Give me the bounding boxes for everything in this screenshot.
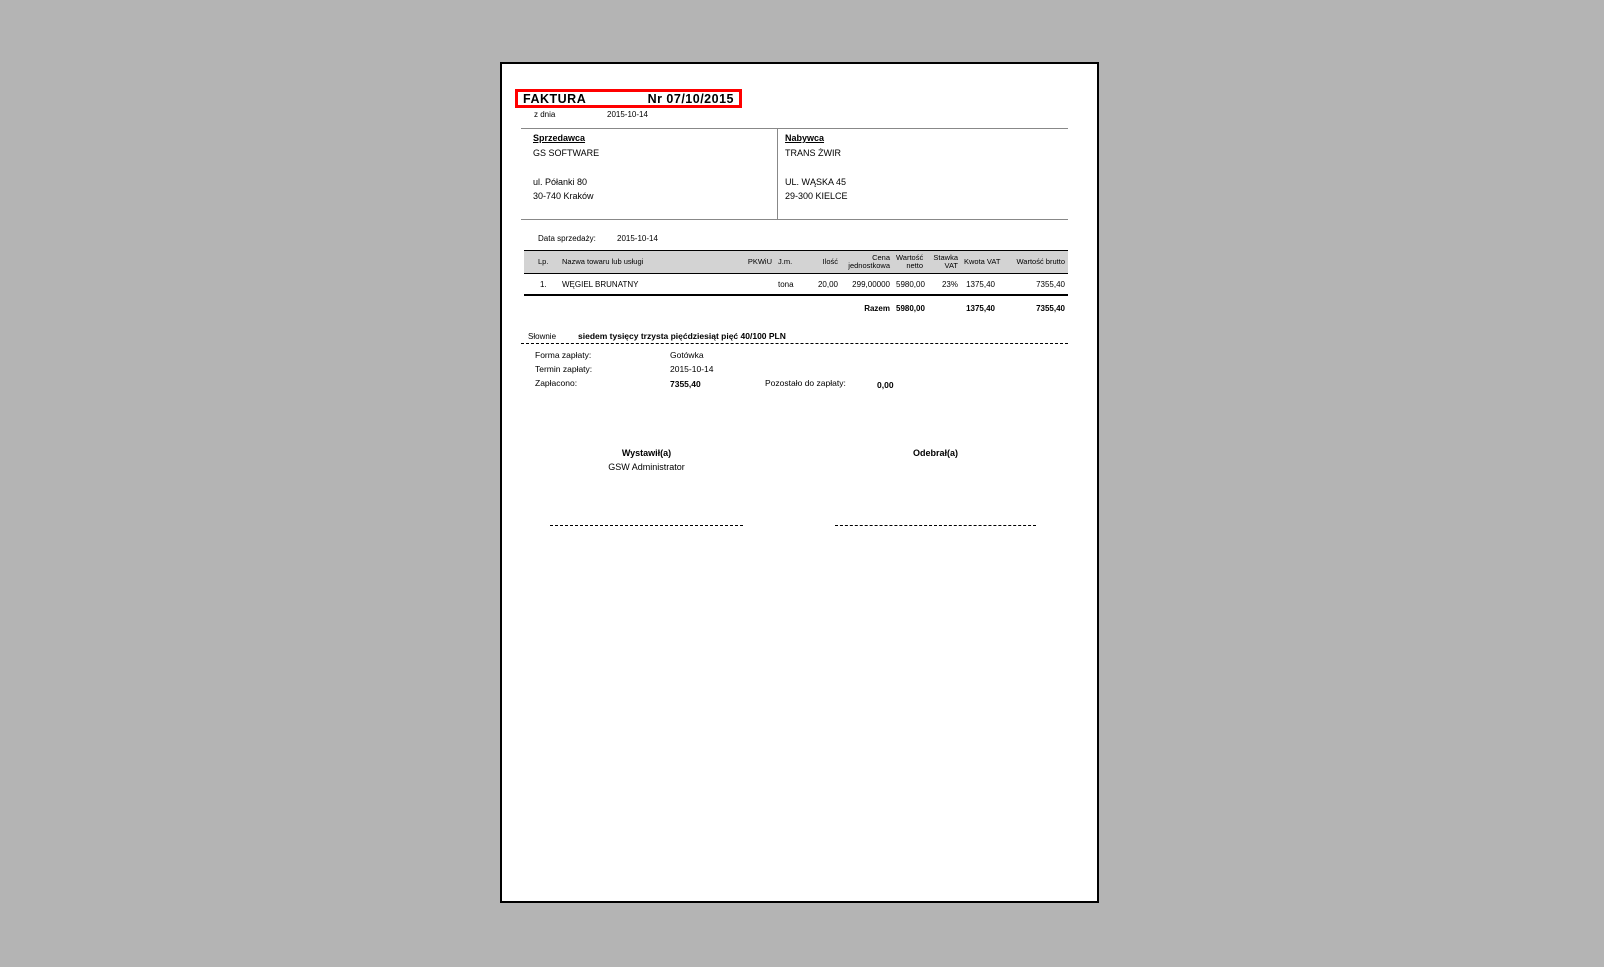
col-header-net: Wartość netto	[893, 251, 926, 274]
issued-by-label: Wystawił(a)	[621, 448, 672, 458]
col-header-name: Nazwa towaru lub usługi	[554, 251, 740, 274]
total-label: Razem	[864, 304, 890, 313]
col-header-pkwiu: PKWiU	[740, 251, 775, 274]
item-unit-price: 299,00000	[841, 274, 893, 296]
item-vat-amount: 1375,40	[961, 274, 998, 296]
payment-remaining-label: Pozostało do zapłaty:	[765, 378, 846, 388]
seller-address-line1: ul. Półanki 80	[533, 177, 588, 187]
total-gross: 7355,40	[1036, 304, 1065, 313]
payment-remaining-value: 0,00	[877, 380, 894, 390]
col-header-vat-rate: Stawka VAT	[926, 251, 961, 274]
totals-row	[524, 295, 1068, 318]
header-divider-top	[521, 128, 1068, 129]
sale-date-value: 2015-10-14	[617, 234, 658, 243]
sale-date-label: Data sprzedaży:	[538, 234, 596, 243]
buyer-header: Nabywca	[785, 133, 825, 143]
amount-in-words-divider	[521, 343, 1068, 344]
item-net: 5980,00	[893, 274, 926, 296]
issue-date-label: z dnia	[534, 110, 556, 119]
issued-by-name: GSW Administrator	[608, 462, 685, 472]
amount-in-words-value: siedem tysięcy trzysta pięćdziesiąt pięć 40/100 PLN	[578, 331, 786, 341]
invoice-page	[500, 62, 1099, 903]
table-row	[524, 274, 1068, 296]
col-header-unit-price: Cena jednostkowa	[841, 251, 893, 274]
col-header-lp: Lp.	[524, 251, 554, 274]
item-lp: 1.	[524, 274, 554, 296]
col-header-gross: Wartość brutto	[998, 251, 1068, 274]
col-header-qty: Ilość	[803, 251, 841, 274]
payment-paid-label: Zapłacono:	[535, 378, 578, 388]
payment-method-label: Forma zapłaty:	[535, 350, 592, 360]
items-table-header-row	[524, 251, 1068, 274]
col-header-jm: J.m.	[775, 251, 803, 274]
invoice-number: Nr 07/10/2015	[647, 91, 734, 106]
item-vat-rate: 23%	[926, 274, 961, 296]
item-jm: tona	[775, 274, 803, 296]
doc-type-label: FAKTURA	[523, 91, 587, 106]
item-pkwiu	[740, 274, 775, 296]
payment-due-value: 2015-10-14	[670, 364, 714, 374]
item-name: WĘGIEL BRUNATNY	[554, 274, 740, 296]
payment-paid-value: 7355,40	[670, 379, 701, 389]
invoice-title-highlight-box	[515, 89, 742, 108]
total-net: 5980,00	[896, 304, 925, 313]
col-header-vat-amount: Kwota VAT	[961, 251, 998, 274]
seller-name: GS SOFTWARE	[533, 148, 600, 158]
buyer-address-line1: UL. WĄSKA 45	[785, 177, 847, 187]
received-by-label: Odebrał(a)	[912, 448, 958, 458]
item-gross: 7355,40	[998, 274, 1068, 296]
header-divider-bottom	[521, 219, 1068, 220]
received-signature-line	[835, 525, 1036, 526]
total-vat: 1375,40	[966, 304, 995, 313]
parties-vertical-divider	[777, 128, 778, 219]
buyer-name: TRANS ŻWIR	[785, 148, 841, 158]
seller-header: Sprzedawca	[533, 133, 586, 143]
item-qty: 20,00	[803, 274, 841, 296]
issue-date-value: 2015-10-14	[607, 110, 648, 119]
amount-in-words-label: Słownie	[528, 332, 557, 341]
seller-address-line2: 30-740 Kraków	[533, 191, 594, 201]
items-table	[524, 250, 1068, 318]
issued-signature-line	[550, 525, 743, 526]
payment-method-value: Gotówka	[670, 350, 704, 360]
payment-due-label: Termin zapłaty:	[535, 364, 593, 374]
buyer-address-line2: 29-300 KIELCE	[785, 191, 848, 201]
